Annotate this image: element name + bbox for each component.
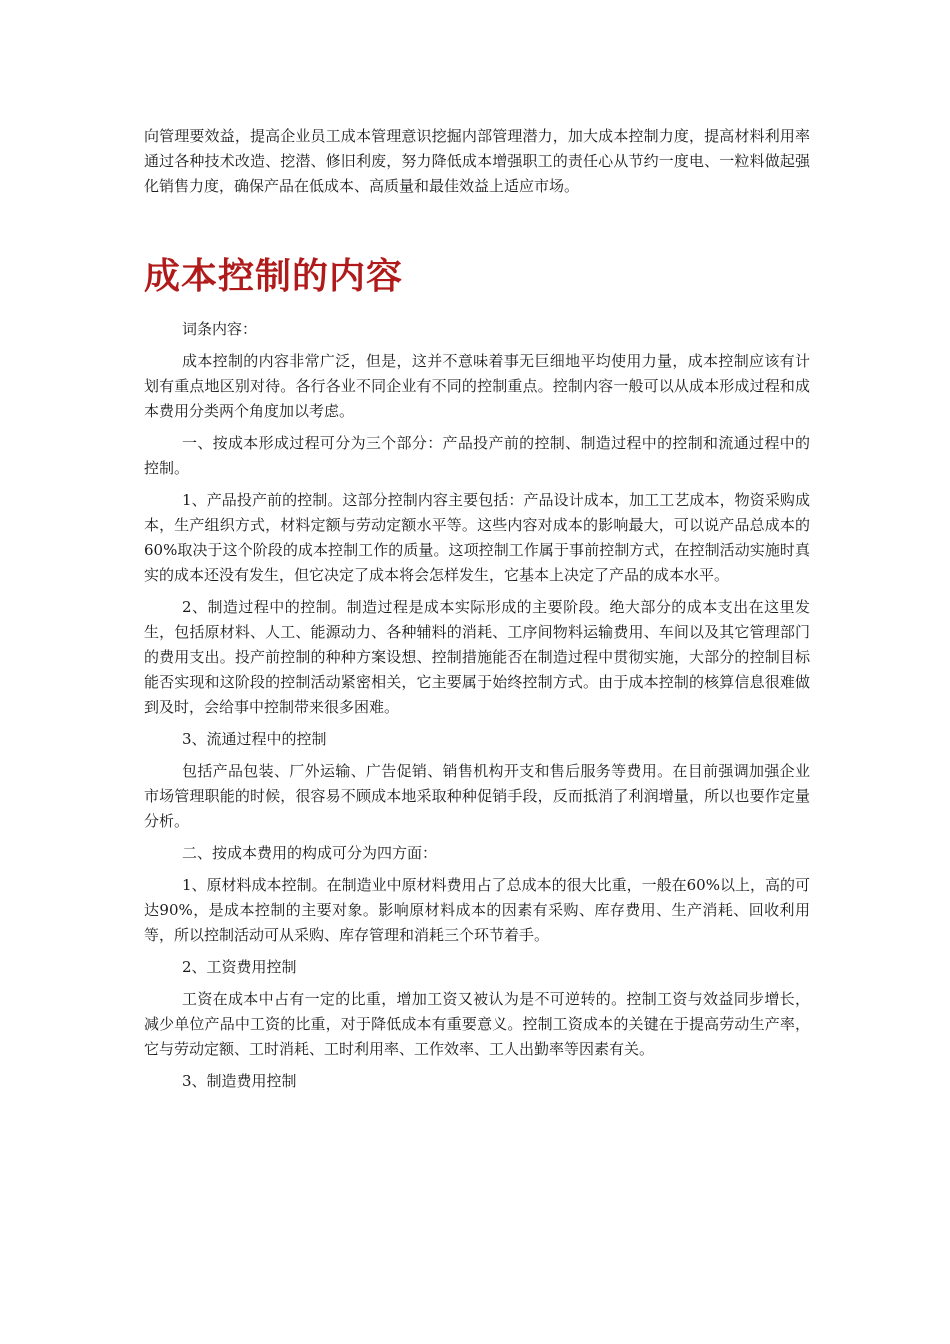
body-paragraph: 3、制造费用控制 <box>182 1072 297 1090</box>
body-paragraph: 1、产品投产前的控制。这部分控制内容主要包括：产品设计成本，加工工艺成本，物资采购成本，生产组织方式，材料定额与劳动定额水平等。这些内容对成本的影响最大，可以说产品总成本的60%取决于这个阶段的成本控制工作的质量。这项控制工作属于事前控制方式，在控制活动实施时真实的成本还没有发生，但它决定了成本将会怎样发生，它基本上决定了产品的成本水平。 <box>144 491 810 584</box>
body-paragraph: 成本控制的内容非常广泛，但是，这并不意味着事无巨细地平均使用力量，成本控制应该有计划有重点地区别对待。各行各业不同企业有不同的控制重点。控制内容一般可以从成本形成过程和成本费用分类两个角度加以考虑。 <box>144 352 810 420</box>
section-heading: 成本控制的内容 <box>144 256 404 297</box>
body-paragraph: 2、制造过程中的控制。制造过程是成本实际形成的主要阶段。绝大部分的成本支出在这里发生，包括原材料、人工、能源动力、各种辅料的消耗、工序间物料运输费用、车间以及其它管理部门的费用支出。投产前控制的种种方案设想、控制措施能否在制造过程中贯彻实施，大部分的控制目标能否实现和这阶段的控制活动紧密相关，它主要属于始终控制方式。由于成本控制的核算信息很难做到及时，会给事中控制带来很多困难。 <box>144 598 810 716</box>
body-paragraph: 1、原材料成本控制。在制造业中原材料费用占了总成本的很大比重，一般在60%以上，高的可达90%，是成本控制的主要对象。影响原材料成本的因素有采购、库存费用、生产消耗、回收利用等，所以控制活动可从采购、库存管理和消耗三个环节着手。 <box>144 876 810 944</box>
intro-paragraph: 向管理要效益，提高企业员工成本管理意识挖掘内部管理潜力，加大成本控制力度，提高材料利用率通过各种技术改造、挖潜、修旧利废，努力降低成本增强职工的责任心从节约一度电、一粒料做起强化销售力度，确保产品在低成本、高质量和最佳效益上适应市场。 <box>144 127 810 195</box>
body-paragraph: 词条内容： <box>182 320 258 338</box>
body-paragraph: 3、流通过程中的控制 <box>182 730 327 748</box>
body-paragraph: 2、工资费用控制 <box>182 958 297 976</box>
body-paragraph: 包括产品包装、厂外运输、广告促销、销售机构开支和售后服务等费用。在目前强调加强企业市场管理职能的时候，很容易不顾成本地采取种种促销手段，反而抵消了利润增量，所以也要作定量分析。 <box>144 762 810 830</box>
body-paragraph: 一、按成本形成过程可分为三个部分：产品投产前的控制、制造过程中的控制和流通过程中的控制。 <box>144 434 810 477</box>
document-page <box>144 124 810 1094</box>
body-paragraph: 工资在成本中占有一定的比重，增加工资又被认为是不可逆转的。控制工资与效益同步增长，减少单位产品中工资的比重，对于降低成本有重要意义。控制工资成本的关键在于提高劳动生产率，它与劳动定额、工时消耗、工时利用率、工作效率、工人出勤率等因素有关。 <box>144 990 810 1058</box>
body-paragraph: 二、按成本费用的构成可分为四方面： <box>182 844 438 862</box>
